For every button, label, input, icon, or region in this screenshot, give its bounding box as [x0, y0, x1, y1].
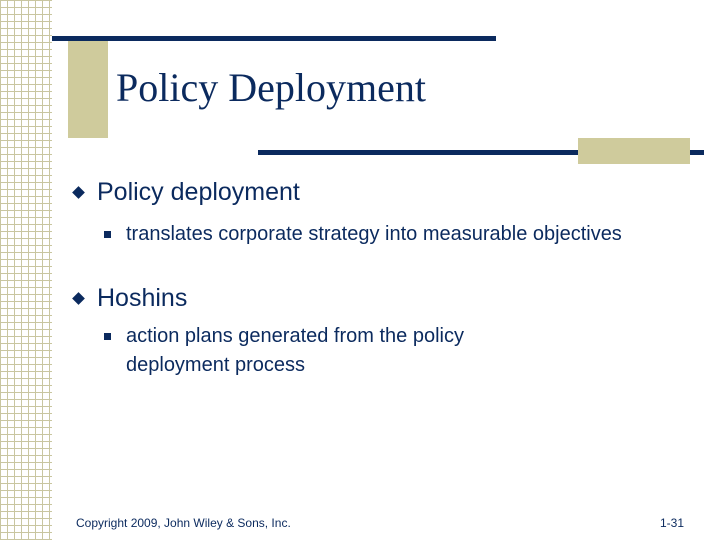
slide-title: Policy Deployment	[116, 65, 426, 110]
tan-accent-block-top	[68, 38, 108, 138]
diamond-bullet-icon	[72, 292, 85, 305]
square-bullet-icon	[104, 333, 111, 340]
tan-accent-block-bottom	[578, 138, 690, 164]
sub-bullet-item	[104, 322, 556, 380]
edge-grid-decoration	[0, 0, 52, 540]
square-bullet-icon	[104, 231, 111, 238]
diamond-bullet-icon	[72, 186, 85, 199]
bullet-text: Hoshins	[97, 284, 188, 312]
bullet-item-policy-deployment	[74, 178, 300, 207]
bullet-item-hoshins	[74, 284, 187, 313]
sub-bullet-text: action plans generated from the policy deployment process	[126, 325, 464, 376]
title-rule-top	[52, 36, 496, 41]
footer-copyright: Copyright 2009, John Wiley & Sons, Inc.	[76, 516, 291, 530]
sub-bullet-text: translates corporate strategy into measurable objectives	[126, 223, 622, 245]
footer-page-number: 1-31	[659, 516, 684, 530]
sub-bullet-item	[104, 220, 646, 249]
bullet-text: Policy deployment	[97, 178, 300, 206]
